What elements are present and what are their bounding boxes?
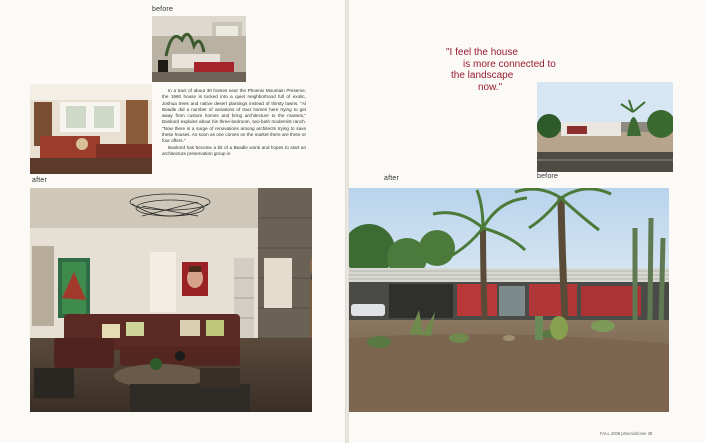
caption-before-top: before bbox=[152, 6, 174, 13]
caption-before-right: before bbox=[537, 173, 559, 180]
article-paragraph-1: In a tract of about 30 homes near the Phoenix Mountain Preserve, the 1960 house is tucked into a quiet neighborhood full of exotic, Joshua trees and native desert plantings instead of thirsty lawns. "Al Beadle did a number of variations of tract homes here trying to get away from custom homes and bring architecture to the masses," Bankord explains about his three-bedroom, two-bath modernist ranch. "Now there is a surge of renovations among architects trying to save these houses. As soon as one comes on the market there are three or four offers." bbox=[162, 88, 306, 144]
before-interior-photo bbox=[152, 16, 246, 82]
caption-after-left: after bbox=[32, 177, 48, 184]
caption-after-right: after bbox=[384, 175, 400, 182]
pull-quote-line-3: the landscape bbox=[451, 70, 514, 82]
article-body bbox=[162, 88, 306, 157]
page-folio: FALL 2008 phoenixhome 39 bbox=[600, 431, 653, 436]
article-paragraph-2: Bankord has become a bit of a Beadle wonk and hopes to start an architecture preservation group in bbox=[162, 144, 306, 156]
pull-quote-line-1: "I feel the house bbox=[446, 47, 518, 58]
pull-quote-line-2: is more connected to bbox=[463, 58, 556, 70]
after-exterior-photo bbox=[349, 188, 669, 412]
after-living-room-photo bbox=[30, 188, 312, 412]
before-exterior-photo bbox=[537, 82, 673, 172]
before-living-room-photo bbox=[30, 84, 152, 174]
pull-quote-line-4: now." bbox=[478, 81, 503, 93]
